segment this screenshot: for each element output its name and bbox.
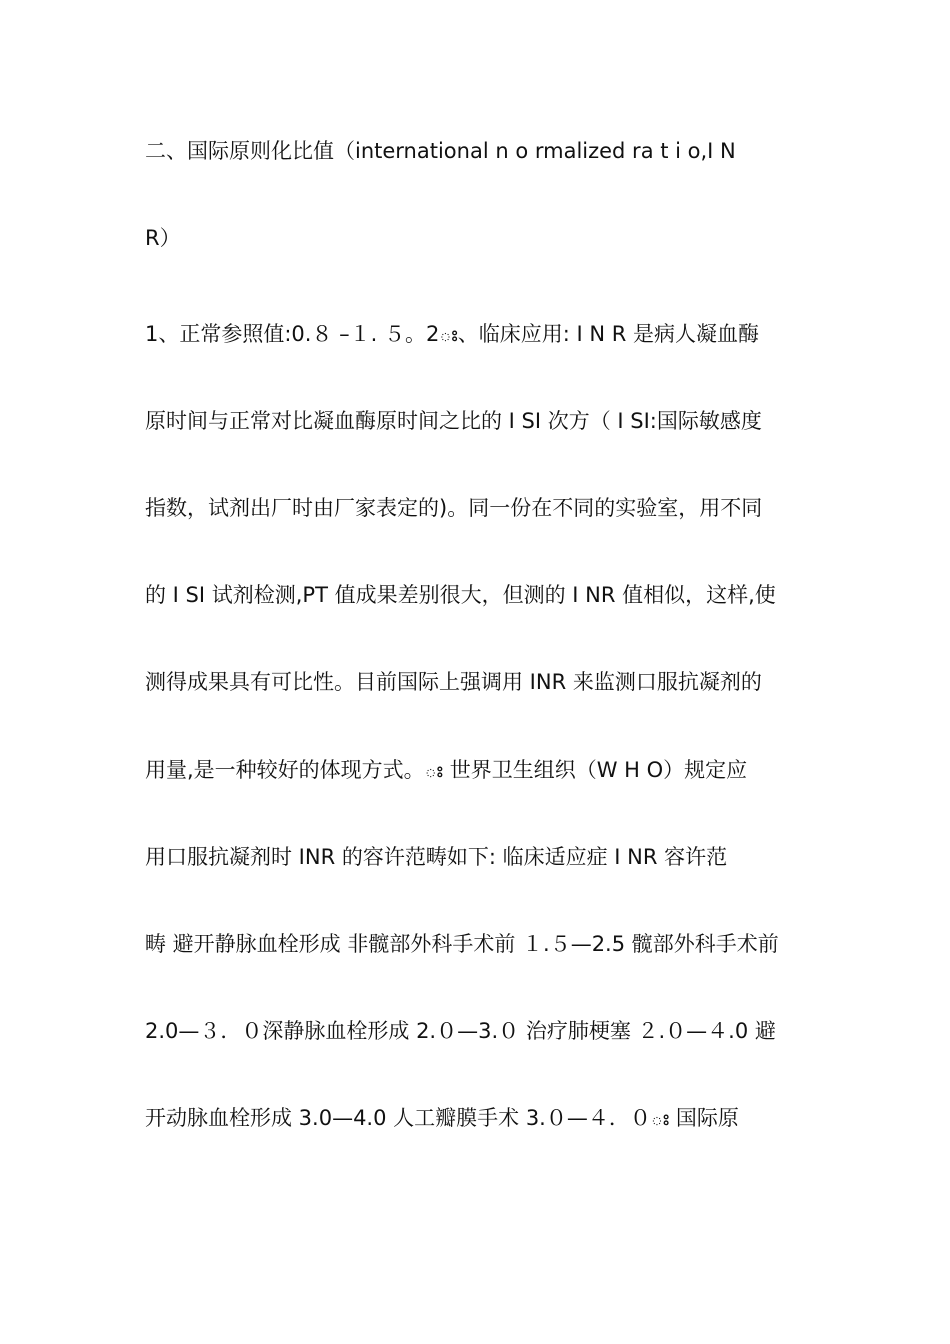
- paragraph-line-4: 的 I SI 试剂检测,PT 值成果差别很大，但测的 I NR 值相似，这样,使: [145, 583, 776, 607]
- paragraph-line-10: 开动脉血栓形成 3.0—4.0 人工瓣膜手术 3.０—４．０ః 国际原: [145, 1106, 739, 1130]
- paragraph-line-9: 2.0—３．０深静脉血栓形成 2.０—3.０ 治疗肺梗塞 ２.０—４.0 避: [145, 1019, 776, 1043]
- paragraph-line-2: 原时间与正常对比凝血酶原时间之比的 I SI 次方（ I SI:国际敏感度: [145, 409, 762, 433]
- paragraph-line-3: 指数，试剂出厂时由厂家表定的)。同一份在不同的实验室，用不同: [145, 496, 763, 520]
- paragraph-line-8: 畴 避开静脉血栓形成 非髋部外科手术前 １.５—2.5 髋部外科手术前: [145, 932, 779, 956]
- paragraph-line-1: 1、正常参照值:0.８ –１. ５。2ః、临床应用: I N R 是病人凝血酶: [145, 322, 759, 346]
- paragraph-line-6: 用量,是一种较好的体现方式。ః 世界卫生组织（W H O）规定应: [145, 758, 748, 782]
- heading-line-1: 二、国际原则化比值（international n o rmalized ra t i o,I N: [145, 139, 736, 163]
- paragraph-line-5: 测得成果具有可比性。目前国际上强调用 INR 来监测口服抗凝剂的: [145, 670, 762, 694]
- heading-line-2: R）: [145, 226, 181, 250]
- paragraph-line-7: 用口服抗凝剂时 INR 的容许范畴如下: 临床适应症 I NR 容许范: [145, 845, 728, 869]
